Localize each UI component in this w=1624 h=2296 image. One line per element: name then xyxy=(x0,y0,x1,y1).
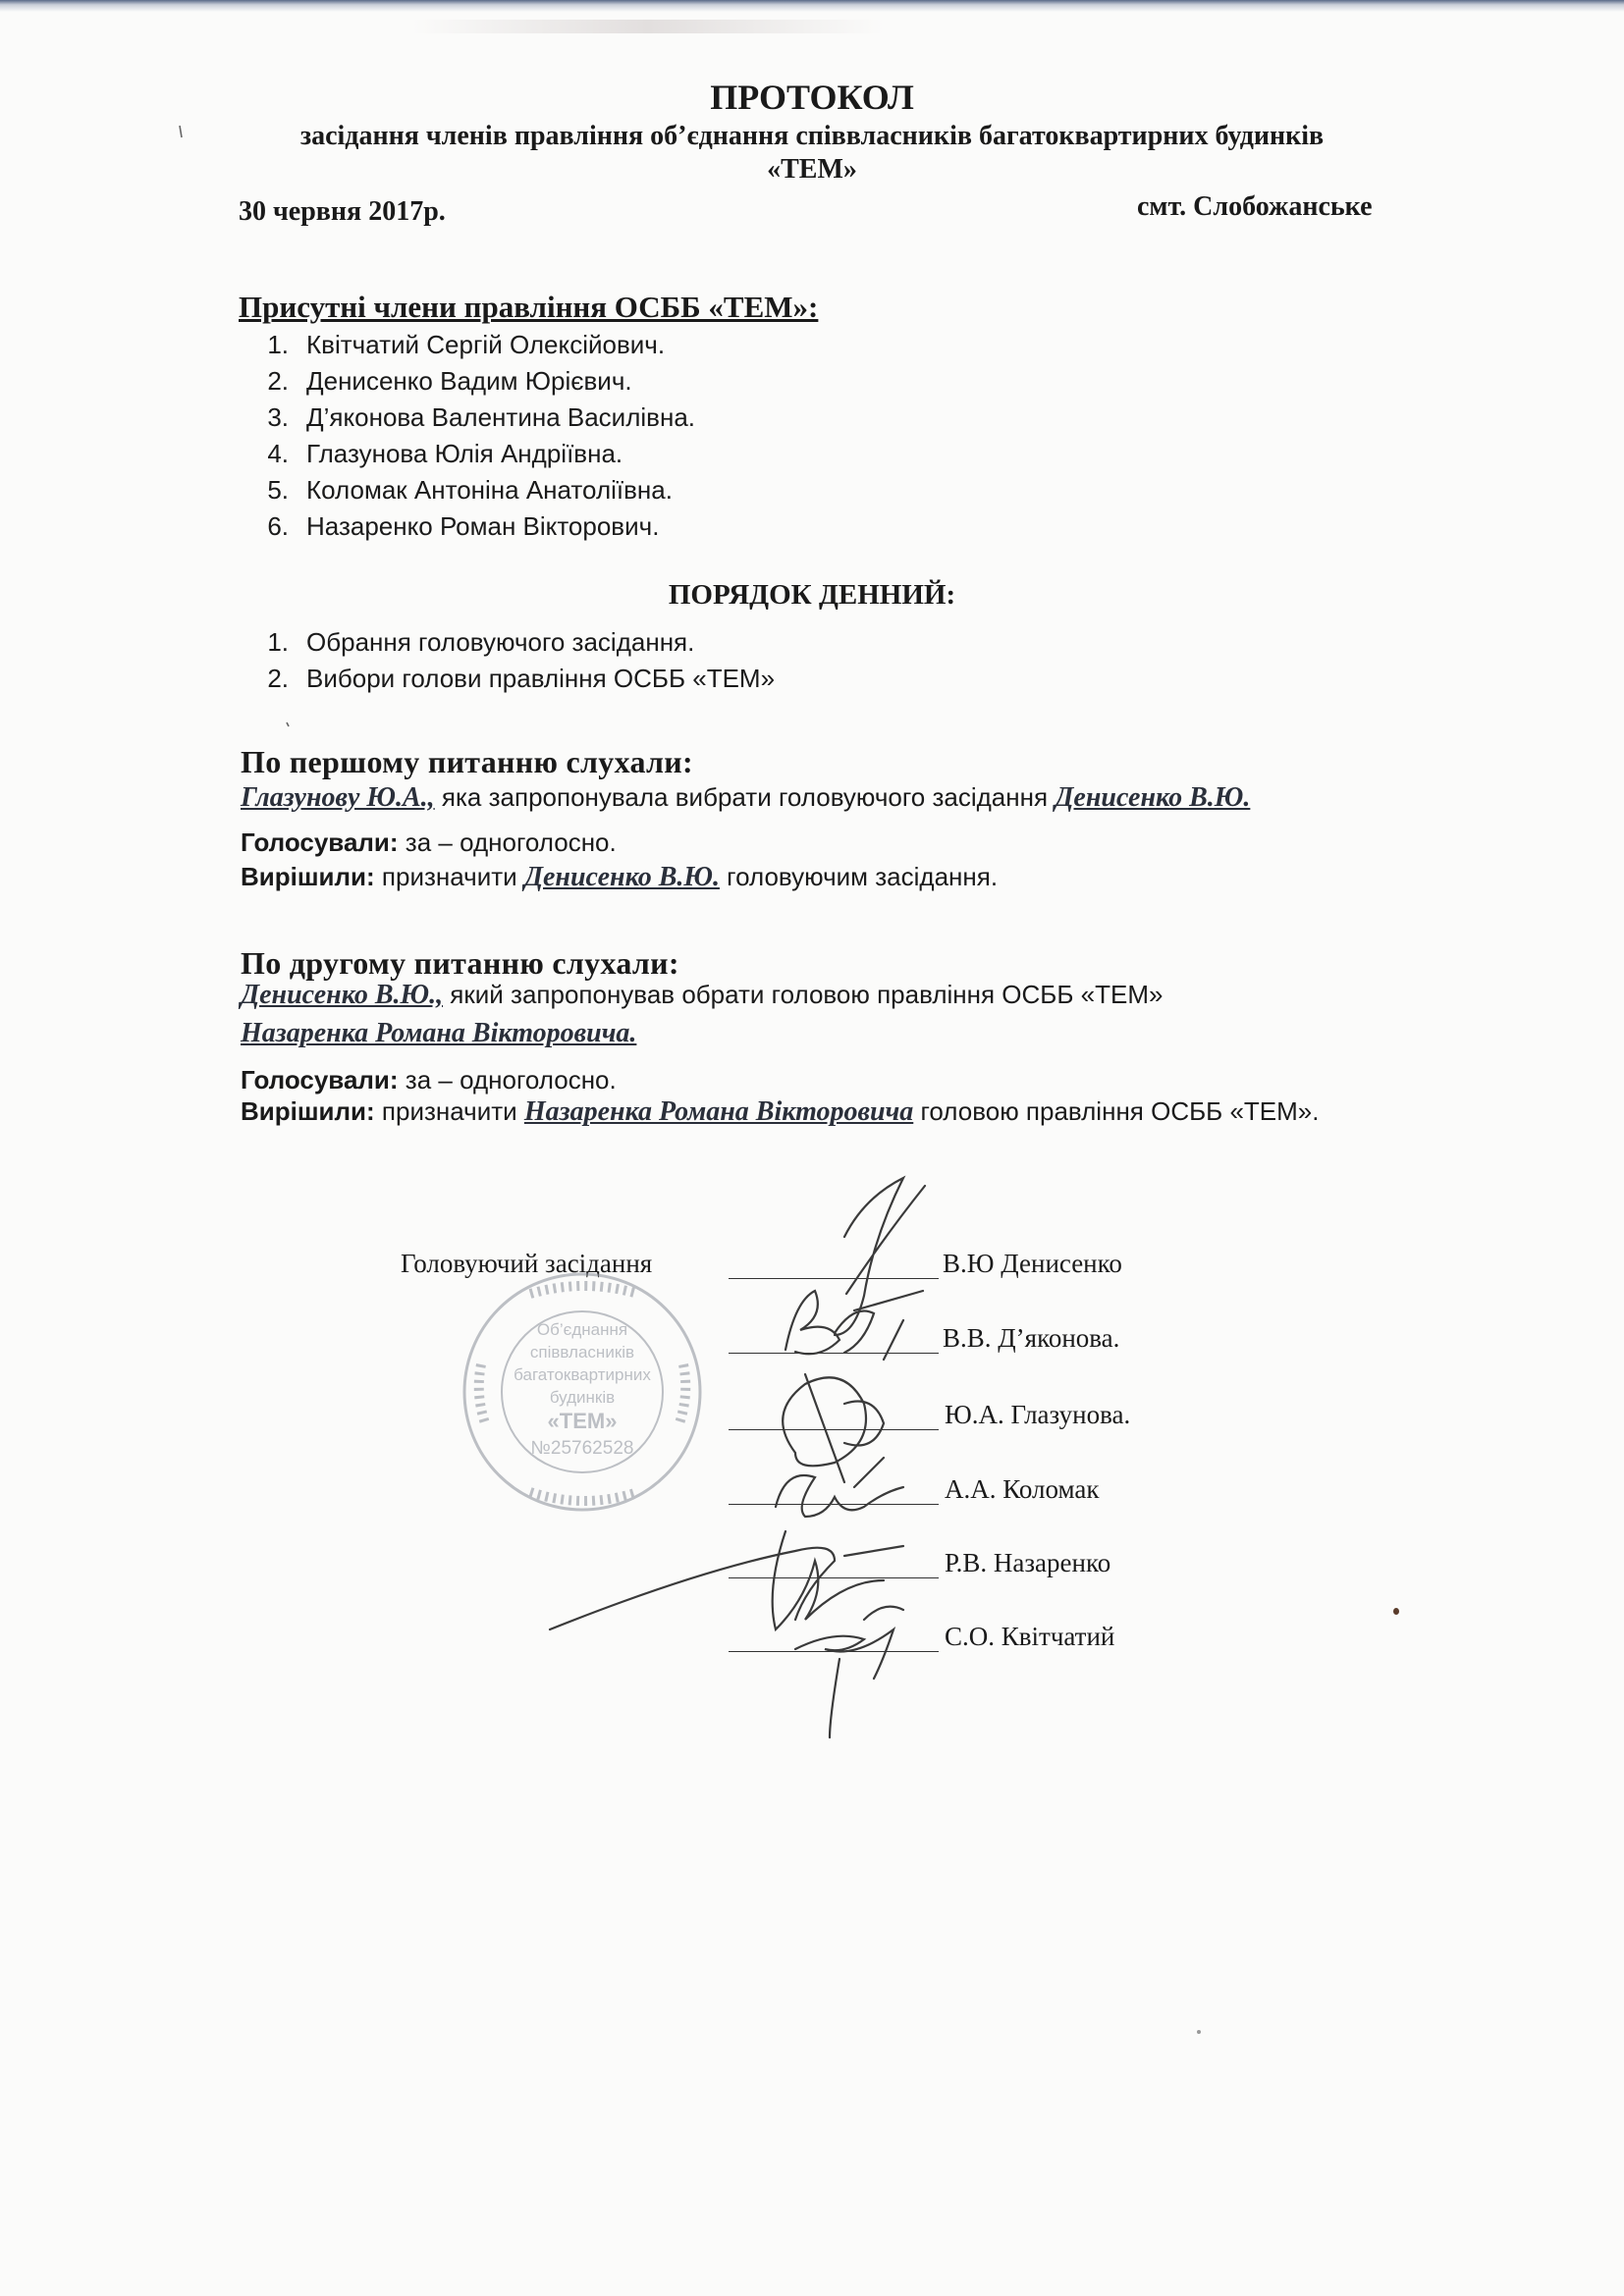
nominee-name: Денисенко В.Ю. xyxy=(1055,782,1251,813)
member-name: Коломак Антоніна Анатоліївна. xyxy=(306,475,673,505)
signatory-name: В.Ю Денисенко xyxy=(943,1249,1122,1278)
present-members-heading: Присутні члени правління ОСББ «ТЕМ»: xyxy=(239,290,819,324)
signature-kvitchatyi xyxy=(795,1607,903,1737)
document-date: 30 червня 2017р. xyxy=(239,196,446,227)
vote-text: за – одноголосно. xyxy=(398,828,617,857)
item-number: 4. xyxy=(267,439,289,468)
document-place: смт. Слобожанське xyxy=(1137,191,1373,222)
vote-text: за – одноголосно. xyxy=(398,1065,617,1095)
signatory-name: Р.В. Назаренко xyxy=(945,1548,1111,1577)
subtitle-line-2: «ТЕМ» xyxy=(767,154,857,185)
document-title: ПРОТОКОЛ xyxy=(710,78,914,117)
signature-nazarenko xyxy=(550,1531,903,1629)
agenda-heading: ПОРЯДОК ДЕННИЙ: xyxy=(668,579,956,611)
ink-speck xyxy=(1197,2030,1201,2034)
chair-label: Головуючий засідання xyxy=(401,1249,653,1278)
item-number: 1. xyxy=(267,330,289,359)
question2-heading: По другому питанню слухали: xyxy=(241,945,679,981)
subtitle-line-1: засідання членів правління об’єднання співвласників багатоквартирних будинків xyxy=(299,121,1325,151)
vote-label: Голосували: xyxy=(241,828,399,857)
item-number: 2. xyxy=(267,366,289,396)
organization-stamp xyxy=(464,1274,700,1510)
decision-name: Назаренка Романа Вікторовича xyxy=(523,1096,914,1127)
decision-label: Вирішили: xyxy=(241,862,375,891)
signatory-name: А.А. Коломак xyxy=(945,1474,1100,1504)
speech-text: яка запропонувала вибрати головуючого засідання xyxy=(434,782,1056,812)
item-number: 6. xyxy=(267,511,289,541)
stamp-line: Об’єднання xyxy=(536,1320,628,1339)
signatory-name: С.О. Квітчатий xyxy=(945,1622,1115,1651)
ink-speck xyxy=(1393,1608,1399,1615)
agenda-item-text: Обрання головуючого засідання. xyxy=(306,627,695,657)
signatory-name: Ю.А. Глазунова. xyxy=(945,1400,1131,1429)
signature-denysenko xyxy=(835,1178,925,1335)
stamp-line: будинків xyxy=(549,1388,616,1407)
signature-diakonova xyxy=(785,1291,923,1360)
nominee-name: Назаренка Романа Вікторовича. xyxy=(241,1018,637,1048)
stamp-line: багатоквартирних xyxy=(514,1365,651,1384)
member-name: Денисенко Вадим Юрієвич. xyxy=(306,366,632,396)
handwritten-marks xyxy=(180,126,289,726)
question1-heading: По першому питанню слухали: xyxy=(241,744,694,779)
member-name: Глазунова Юлія Андріївна. xyxy=(306,439,623,468)
decision-post: головуючим засідання. xyxy=(719,862,999,891)
vote-label: Голосували: xyxy=(241,1065,399,1095)
item-number: 1. xyxy=(267,627,289,657)
stamp-line: співвласників xyxy=(529,1343,635,1362)
decision-pre: призначити xyxy=(374,862,524,891)
decision-pre: призначити xyxy=(374,1096,524,1126)
stamp-line: №25762528 xyxy=(530,1438,634,1459)
decision-post: головою правління ОСББ «ТЕМ». xyxy=(913,1096,1320,1126)
item-number: 3. xyxy=(267,402,289,432)
member-name: Д’яконова Валентина Василівна. xyxy=(306,402,696,432)
stamp-line: «ТЕМ» xyxy=(547,1409,618,1433)
decision-name: Денисенко В.Ю. xyxy=(523,862,720,892)
signature-hlazunova xyxy=(783,1374,884,1482)
item-number: 2. xyxy=(267,664,289,693)
item-number: 5. xyxy=(267,475,289,505)
agenda-item-text: Вибори голови правління ОСББ «ТЕМ» xyxy=(306,664,776,693)
member-name: Квітчатий Сергій Олексійович. xyxy=(306,330,666,359)
signatory-name: В.В. Д’яконова. xyxy=(943,1323,1120,1353)
speaker-name: Глазунову Ю.А., xyxy=(241,782,435,813)
speech-text: який запропонував обрати головою правління ОСББ «ТЕМ» xyxy=(443,980,1164,1009)
decision-label: Вирішили: xyxy=(241,1096,375,1126)
speaker-name: Денисенко В.Ю., xyxy=(241,980,444,1010)
member-name: Назаренко Роман Вікторович. xyxy=(306,511,660,541)
